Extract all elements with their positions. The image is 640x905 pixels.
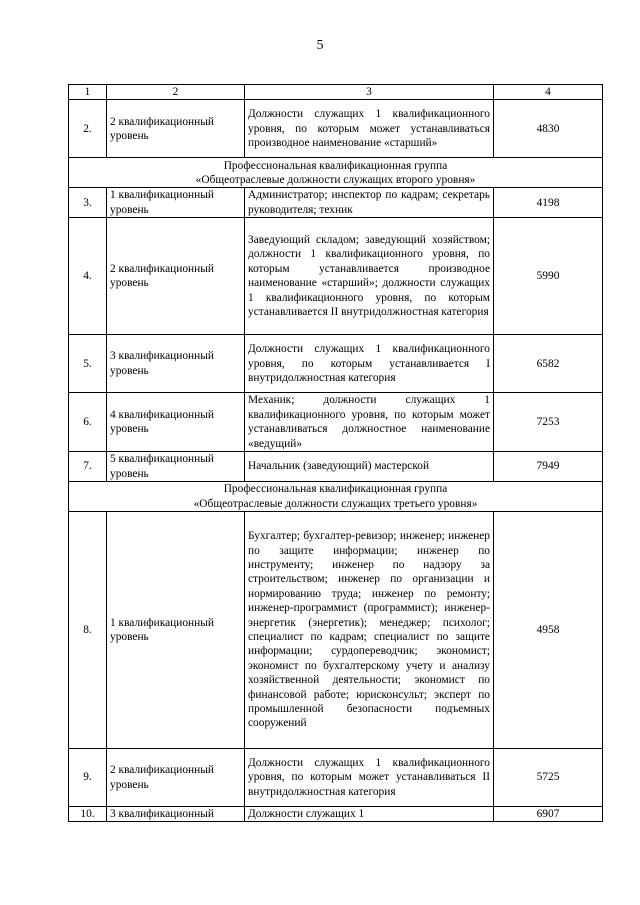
salary-value: 7949	[494, 452, 603, 482]
column-header: 2	[107, 85, 245, 100]
row-number: 5.	[69, 335, 107, 393]
position-description: Бухгалтер; бухгалтер-ревизор; инженер; инженер по защите информации; инженер по инструменту; инженер по надзору за строительством; инженер по организации и нормированию труда; инженер по ремонту; инженер-программист (программист); инженер-энергетик (энергетик); менеджер; психолог; специалист по кадрам; специалист по защите информации; сурдопереводчик; экономист; экономист по бухгалтерскому учету и анализу хозяйственной деятельности; экономист по финансовой работе; юрисконсульт; эксперт по промышленной безопасности подъемных сооружений	[245, 512, 494, 749]
row-number: 3.	[69, 188, 107, 218]
salary-table	[68, 84, 603, 822]
position-description: Должности служащих 1 квалификационного уровня, по которым может устанавливаться производное наименование «старший»	[245, 100, 494, 158]
qualification-level: 1 квалификационный уровень	[107, 188, 245, 218]
table-row	[69, 393, 603, 452]
row-number: 8.	[69, 512, 107, 749]
row-number: 2.	[69, 100, 107, 158]
position-description: Администратор; инспектор по кадрам; секретарь руководителя; техник	[245, 188, 494, 218]
salary-value: 5725	[494, 749, 603, 807]
salary-value: 4830	[494, 100, 603, 158]
group-header-row	[69, 158, 603, 188]
table-row	[69, 749, 603, 807]
row-number: 9.	[69, 749, 107, 807]
qualification-level: 5 квалификационный уровень	[107, 452, 245, 482]
salary-value: 7253	[494, 393, 603, 452]
qualification-level: 2 квалификационный уровень	[107, 749, 245, 807]
group-title	[69, 158, 603, 188]
group-title-line: «Общеотраслевые должности служащих второго уровня»	[195, 173, 476, 186]
qualification-level: 2 квалификационный уровень	[107, 100, 245, 158]
salary-value: 5990	[494, 218, 603, 335]
salary-value: 6582	[494, 335, 603, 393]
row-number: 4.	[69, 218, 107, 335]
salary-value: 4198	[494, 188, 603, 218]
table-header-row	[69, 85, 603, 100]
table-row	[69, 807, 603, 822]
group-title-line: Профессиональная квалификационная группа	[223, 483, 448, 496]
column-header: 3	[245, 85, 494, 100]
row-number: 6.	[69, 393, 107, 452]
position-description: Начальник (заведующий) мастерской	[245, 452, 494, 482]
group-header-row	[69, 482, 603, 512]
salary-value: 4958	[494, 512, 603, 749]
qualification-level: 3 квалификационный	[107, 807, 245, 822]
position-description: Механик; должности служащих 1 квалификационного уровня, по которым может устанавливаться должностное наименование «ведущий»	[245, 393, 494, 452]
qualification-level: 3 квалификационный уровень	[107, 335, 245, 393]
group-title	[69, 482, 603, 512]
column-header: 4	[494, 85, 603, 100]
group-title-line: «Общеотраслевые должности служащих третьего уровня»	[193, 497, 478, 510]
table-row	[69, 188, 603, 218]
group-title-line: Профессиональная квалификационная группа	[223, 159, 448, 172]
column-header: 1	[69, 85, 107, 100]
position-description: Должности служащих 1	[245, 807, 494, 822]
qualification-level: 4 квалификационный уровень	[107, 393, 245, 452]
row-number: 7.	[69, 452, 107, 482]
table-row	[69, 100, 603, 158]
qualification-level: 2 квалификационный уровень	[107, 218, 245, 335]
table-row	[69, 452, 603, 482]
position-description: Должности служащих 1 квалификационного уровня, по которым может устанавливаться II внутридолжностная категория	[245, 749, 494, 807]
table-row	[69, 335, 603, 393]
page-number: 5	[316, 38, 324, 53]
position-description: Заведующий складом; заведующий хозяйством; должности 1 квалификационного уровня, по которым устанавливается производное наименование «старший»; должности служащих 1 квалификационного уровня, по которым устанавливается II внутридолжностная категория	[245, 218, 494, 335]
row-number: 10.	[69, 807, 107, 822]
table-row	[69, 218, 603, 335]
salary-value: 6907	[494, 807, 603, 822]
position-description: Должности служащих 1 квалификационного уровня, по которым устанавливается I внутридолжностная категория	[245, 335, 494, 393]
table-row	[69, 512, 603, 749]
qualification-level: 1 квалификационный уровень	[107, 512, 245, 749]
